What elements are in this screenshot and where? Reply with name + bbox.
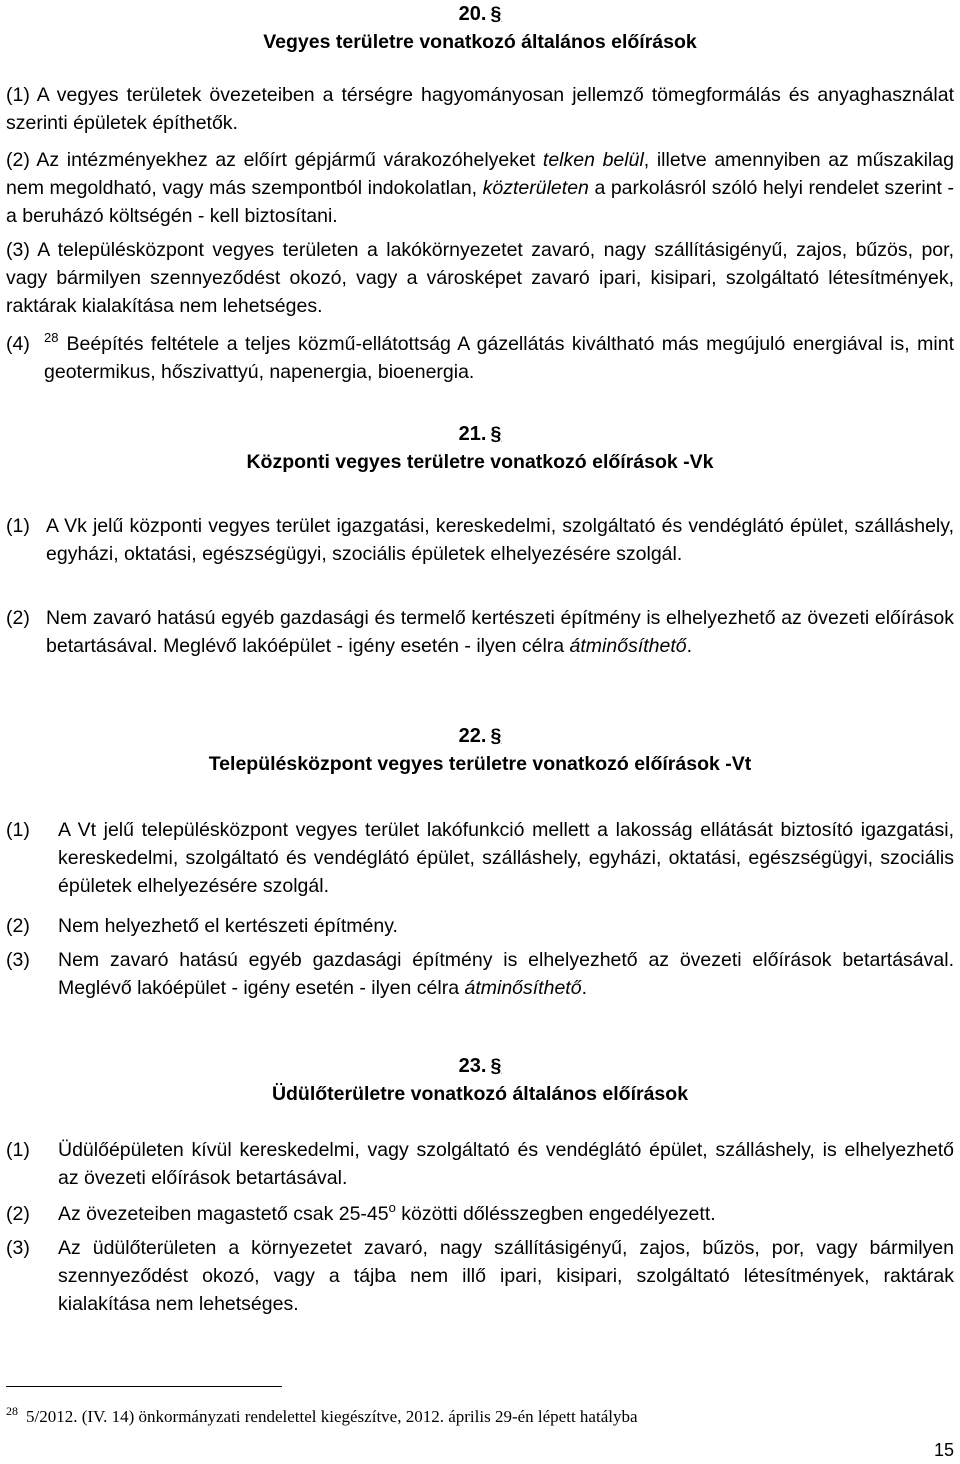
paragraph-22-2: (2) Nem helyezhető el kertészeti építmény. xyxy=(6,912,954,940)
section-symbol: § xyxy=(490,423,502,445)
section-title: Településközpont vegyes területre vonatkozó előírások -Vt xyxy=(208,753,752,775)
paragraph-22-3: (3) Nem zavaró hatású egyéb gazdasági építmény is elhelyezhető az övezeti előírások betartásával. Meglévő lakóépület - igény esetén - ilyen célra átminősíthető. xyxy=(6,946,954,1002)
footnote-number: 28 xyxy=(6,1404,18,1418)
paragraph-number: (2) xyxy=(6,915,30,937)
paragraph-number: (3) xyxy=(6,1237,30,1259)
section-symbol: § xyxy=(490,3,502,25)
section-21-heading xyxy=(0,420,960,476)
footnote xyxy=(6,1406,638,1428)
paragraph-number: (3) xyxy=(6,949,30,971)
footnote-ref: 28 xyxy=(44,330,59,345)
paragraph-number: (2) xyxy=(6,1203,30,1225)
section-number: 21. xyxy=(458,423,487,445)
section-number: 22. xyxy=(458,725,487,747)
paragraph-number: (1) xyxy=(6,1139,30,1161)
paragraph-20-1: (1) A vegyes területek övezeteiben a térségre hagyományosan jellemző tömegformálás és anyaghasználat szerinti épületek építhetők. xyxy=(6,84,954,134)
paragraph-number: (4) xyxy=(6,333,30,355)
section-number: 20. xyxy=(458,3,487,25)
paragraph-23-1: (1) Üdülőépületen kívül kereskedelmi, vagy szolgáltató és vendéglátó épület, szálláshely, is elhelyezhető az övezeti előírások betartásával. xyxy=(6,1136,954,1192)
section-title: Központi vegyes területre vonatkozó előírások -Vk xyxy=(246,451,714,473)
section-title: Vegyes területre vonatkozó általános előírások xyxy=(263,31,697,53)
paragraph-number: (1) xyxy=(6,819,30,841)
paragraph-number: (1) xyxy=(6,515,30,537)
page-number: 15 xyxy=(933,1440,954,1460)
section-20-heading xyxy=(0,0,960,56)
section-symbol: § xyxy=(490,1055,502,1077)
section-title: Üdülőterületre vonatkozó általános előírások xyxy=(271,1083,689,1105)
footnote-separator xyxy=(6,1386,282,1387)
footnote-text: 5/2012. (IV. 14) önkormányzati rendelettel kiegészítve, 2012. április 29-én lépett hatályba xyxy=(26,1407,638,1426)
section-symbol: § xyxy=(490,725,502,747)
section-22-heading xyxy=(0,722,960,778)
paragraph-22-1: (1) A Vt jelű településközpont vegyes terület lakófunkció mellett a lakosság ellátását biztosító igazgatási, kereskedelmi, szolgáltató és vendéglátó épület, szálláshely, egyházi, oktatási, egészségügyi, szociális épületek elhelyezésére szolgál. xyxy=(6,816,954,900)
section-23-heading xyxy=(0,1052,960,1108)
paragraph-20-3: (3) A településközpont vegyes területen a lakókörnyezetet zavaró, nagy szállításigényű, zajos, bűzös, por, vagy bármilyen szennyeződést okozó, vagy a városképet zavaró ipari, kisipari, szolgáltató létesítmények, raktárak kialakítása nem lehetséges. xyxy=(6,239,954,317)
paragraph-number: (2) xyxy=(6,607,30,629)
paragraph-23-2: (2) Az övezeteiben magastető csak 25-45$^o$ közötti dőlésszegben engedélyezett. xyxy=(6,1200,954,1228)
paragraph-21-2: (2) Nem zavaró hatású egyéb gazdasági és termelő kertészeti építmény is elhelyezhető az övezeti előírások betartásával. Meglévő lakóépület - igény esetén - ilyen célra átminősíthető. xyxy=(6,604,954,660)
paragraph-21-1: (1) A Vk jelű központi vegyes terület igazgatási, kereskedelmi, szolgáltató és vendéglátó épület, szálláshely, egyházi, oktatási, egészségügyi, szociális épületek elhelyezésére szolgál. xyxy=(6,512,954,568)
paragraph-20-2: (2) Az intézményekhez az előírt gépjármű várakozóhelyeket telken belül, illetve amennyiben az műszakilag nem megoldható, vagy más szempontból indokolatlan, közterületen a parkolásról szóló helyi rendelet szerint - a beruházó költségén - kell biztosítani. xyxy=(6,149,954,227)
degree-superscript: o xyxy=(388,1200,396,1215)
paragraph-20-4: (4) $^{28}$ Beépítés feltétele a teljes közmű-ellátottság A gázellátás kiváltható más megújuló energiával is, mint geotermikus, hőszivattyú, napenergia, bioenergia. xyxy=(6,330,954,383)
section-number: 23. xyxy=(458,1055,487,1077)
paragraph-23-3: (3) Az üdülőterületen a környezetet zavaró, nagy szállításigényű, zajos, bűzös, por, vagy bármilyen szennyeződést okozó, vagy a tájba nem illő ipari, kisipari, szolgáltató létesítmények, raktárak kialakítása nem lehetséges. xyxy=(6,1234,954,1318)
